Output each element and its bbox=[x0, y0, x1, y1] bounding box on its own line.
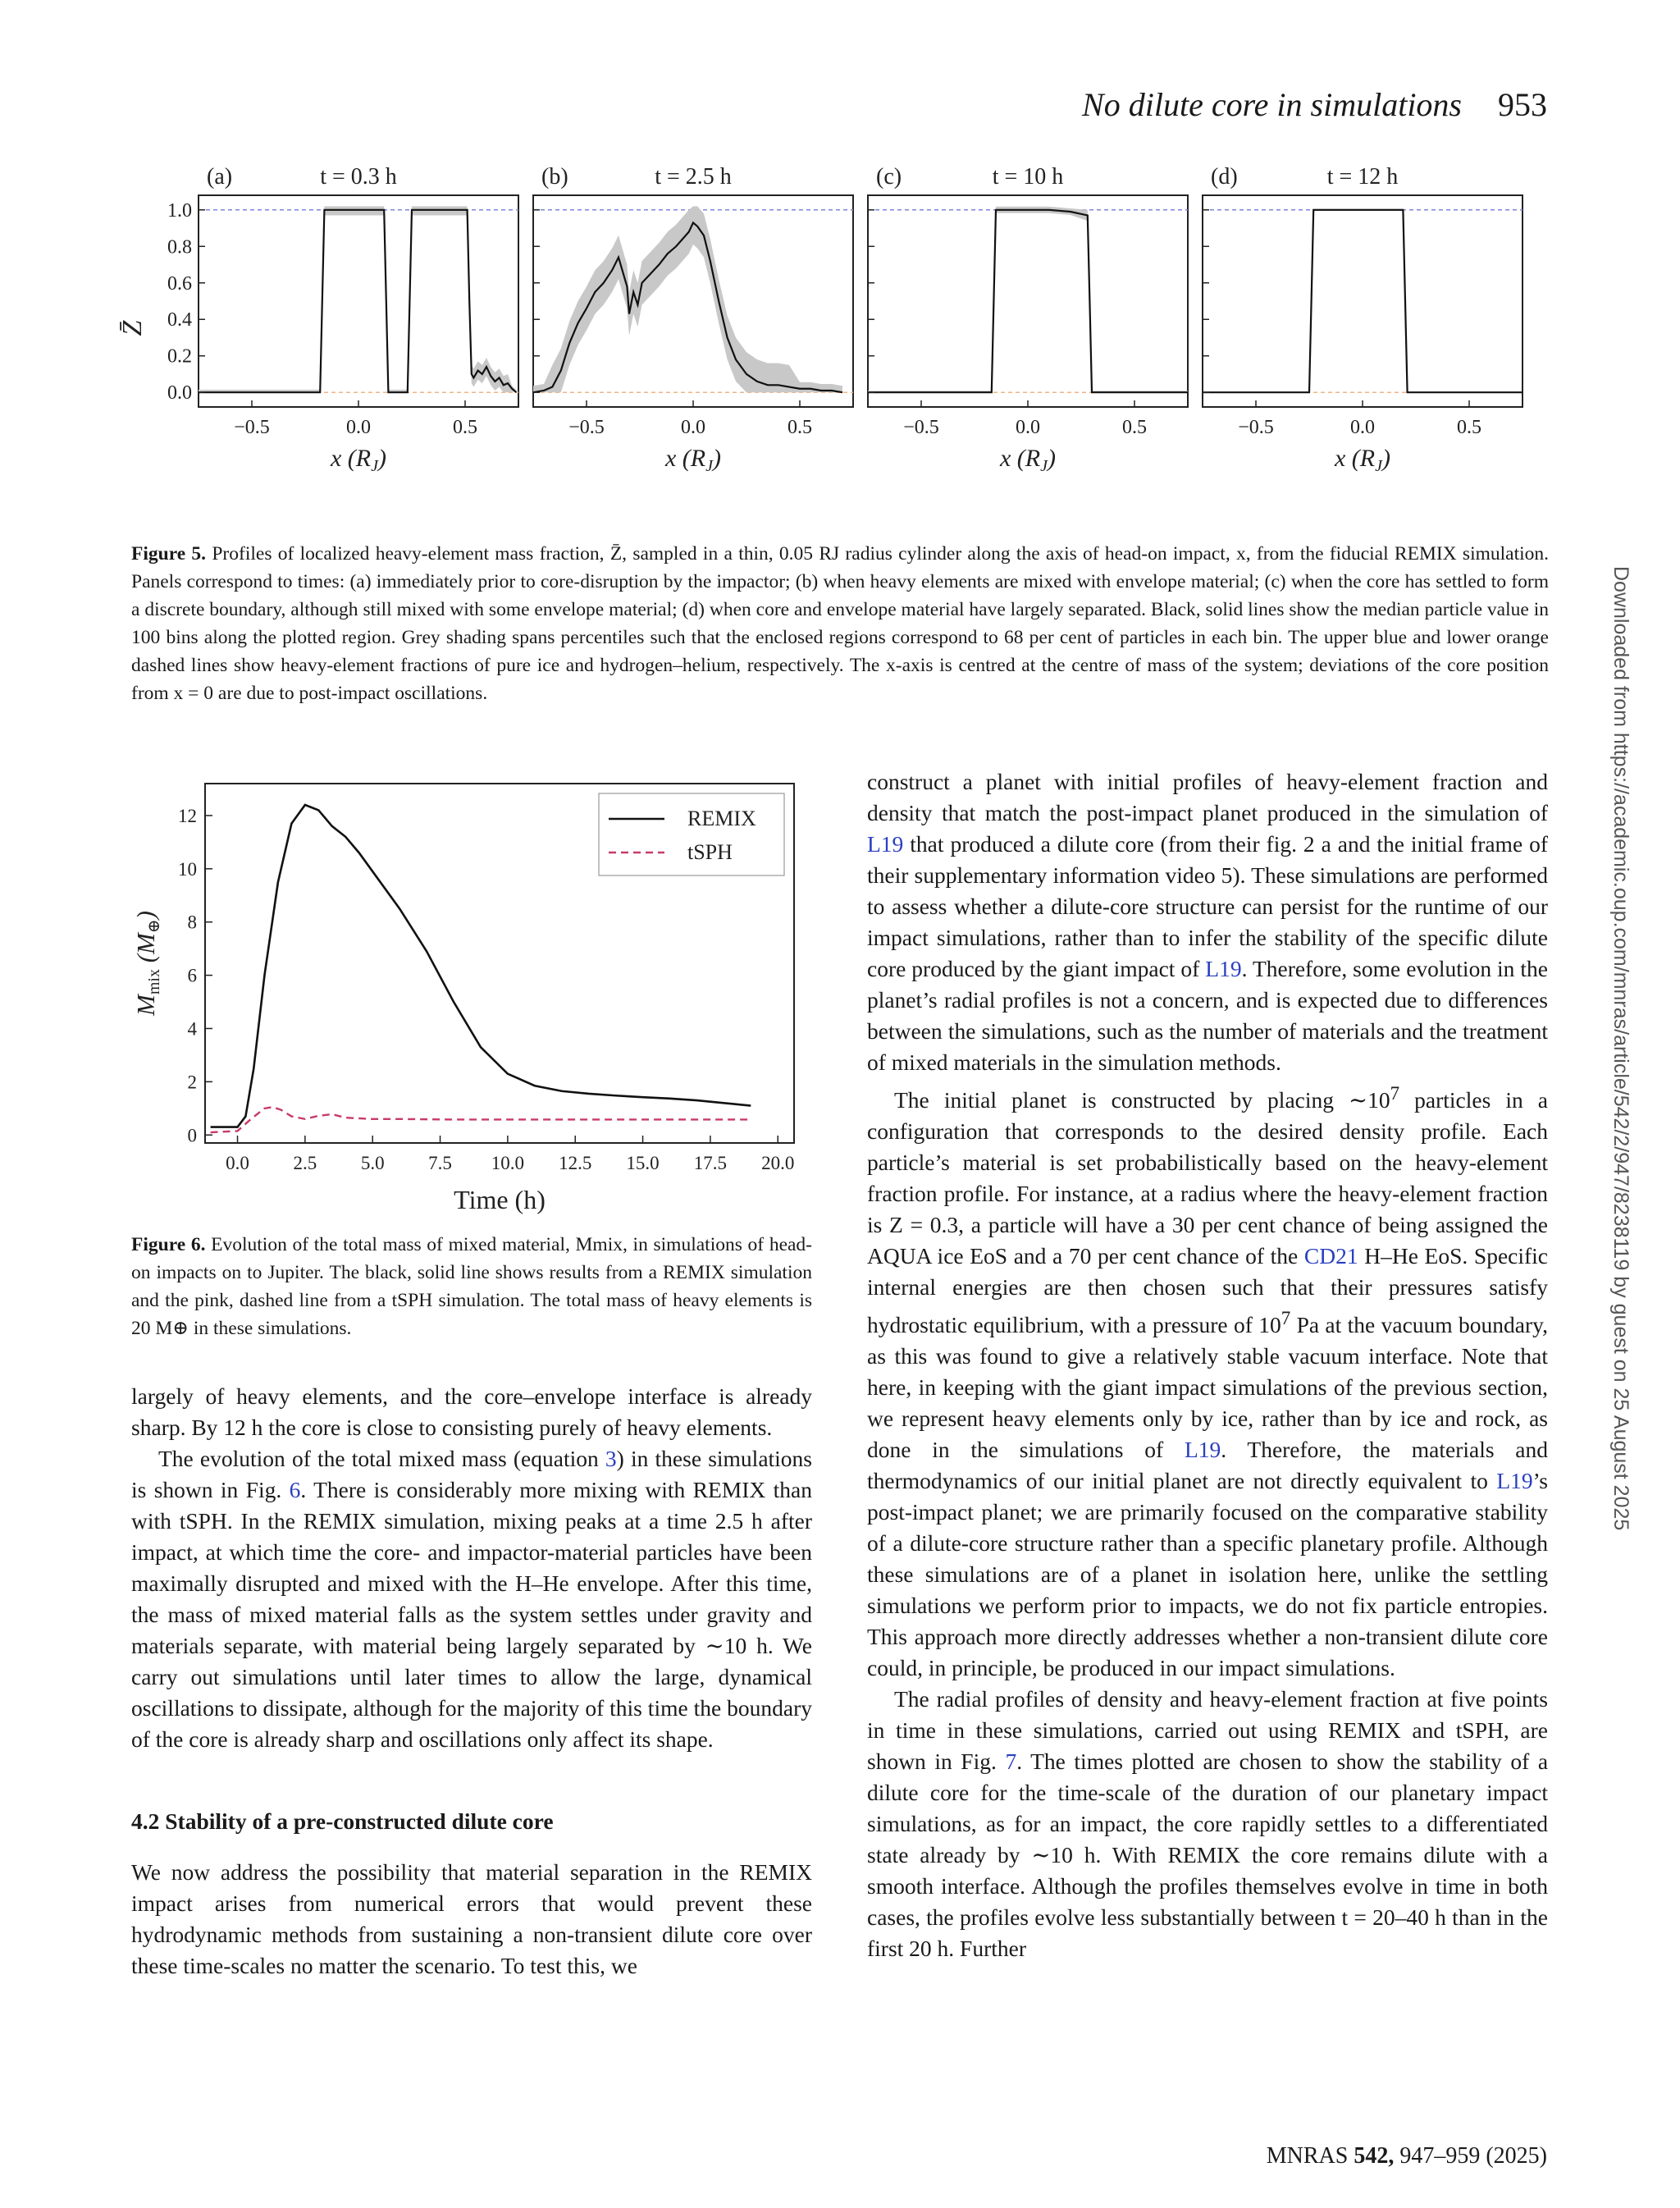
y-tick-label: 0.6 bbox=[167, 272, 192, 295]
x-tick-label: 5.0 bbox=[360, 1153, 385, 1173]
pages: 947–959 (2025) bbox=[1399, 2143, 1547, 2169]
x-tick-label: 0.5 bbox=[788, 417, 812, 438]
left-paragraph-1: largely of heavy elements, and the core–envelope interface is already sharp. By 12 h the core is close to consisting purely of heavy elements. bbox=[131, 1383, 812, 1440]
median-line bbox=[868, 210, 1188, 392]
percentile-band bbox=[868, 207, 1188, 392]
page-number: 953 bbox=[1498, 86, 1547, 123]
fig5-panel-0 bbox=[167, 164, 518, 475]
y-tick-label: 0 bbox=[187, 1125, 197, 1146]
figure-5-label: Figure 5. bbox=[131, 543, 207, 565]
x-tick-label: 7.5 bbox=[428, 1153, 452, 1173]
panel-time: t = 12 h bbox=[1326, 164, 1399, 190]
x-tick-label: 2.5 bbox=[293, 1153, 317, 1173]
download-notice[interactable]: Downloaded from https://academic.oup.com/mnras/article/542/2/947/8238119 by guest on 25 August 2025 bbox=[1609, 566, 1632, 1531]
panel-frame bbox=[868, 195, 1188, 407]
panel-time: t = 10 h bbox=[992, 164, 1064, 190]
right-paragraph-1: construct a planet with initial profiles of heavy-element fraction and density that match the post-impact planet produced in the simulation of L19 that produced a dilute core (from their fig. 2 a and the initial frame of their supplementary information video 5). These simulations are performed to assess whether a dilute-core structure can persist for the runtime of our impact simulations, rather than to infer the stability of the specific dilute core produced by the giant impact of L19. Therefore, some evolution in the planet’s radial profiles is not a concern, and is expected due to differences between the simulations, such as the number of materials and the treatment of mixed materials in the simulation methods. bbox=[867, 769, 1549, 1075]
median-line bbox=[199, 210, 516, 392]
x-tick-label: 0.0 bbox=[1350, 417, 1375, 438]
panel-time: t = 0.3 h bbox=[320, 164, 397, 190]
x-tick-label: 12.5 bbox=[559, 1153, 592, 1173]
x-tick-label: 0.0 bbox=[681, 417, 705, 438]
left-paragraph-2: The evolution of the total mixed mass (equation 3) in these simulations is shown in Fig. 6. There is considerably more mixing with REMIX than with tSPH. In the REMIX simulation, mixing peaks at a time 2.5 h after impact, at which time the core- and impactor-material particles have been maximally disrupted and mixed with the H–He envelope. After this time, the mass of mixed material falls as the system settles under gravity and materials separate, with material being largely separated by ∼10 h. We carry out simulations until later times to allow the large, dynamical oscillations to dissipate, although for the majority of this time the boundary of the core is already sharp and oscillations only affect its shape. bbox=[131, 1446, 813, 1752]
x-axis-label: x $(R_J)$ bbox=[999, 445, 1057, 475]
volume: 542, bbox=[1354, 2143, 1395, 2169]
x-tick-label: −0.5 bbox=[903, 417, 939, 438]
cd21-link[interactable]: CD21 bbox=[1303, 1243, 1358, 1269]
l19-link[interactable]: L19 bbox=[867, 831, 904, 857]
x-tick-label: 10.0 bbox=[491, 1153, 525, 1173]
tsph-line bbox=[211, 1107, 751, 1132]
legend bbox=[599, 793, 784, 875]
x-axis-label: x $(R_J)$ bbox=[664, 445, 722, 475]
x-tick-label: 0.5 bbox=[1457, 417, 1481, 438]
panel-time: t = 2.5 h bbox=[655, 164, 732, 190]
x-tick-label: 0.0 bbox=[346, 417, 371, 438]
panel-frame bbox=[1203, 195, 1522, 407]
legend-remix-label: REMIX bbox=[687, 807, 756, 830]
panel-tag: (a) bbox=[207, 164, 233, 190]
x-axis-label: x $(R_J)$ bbox=[330, 445, 387, 475]
x-axis-label: Time (h) bbox=[454, 1185, 546, 1214]
figure-5 bbox=[117, 148, 1550, 517]
section-heading: 4.2 Stability of a pre-constructed dilute core bbox=[131, 1808, 554, 1834]
x-tick-label: −0.5 bbox=[234, 417, 270, 438]
x-tick-label: 15.0 bbox=[626, 1153, 660, 1173]
figure-5-caption-text: Profiles of localized heavy-element mass fraction, Z̄, sampled in a thin, 0.05 RJ radius cylinder along the axis of head-on impact, x, from the fiducial REMIX simulation. Panels correspond to times: (a) immediately prior to core-disruption by the impactor; (b) when heavy elements are mixed with envelope material; (c) when the core has settled to form a discrete boundary, although still mixed with some envelope material; (d) when core and envelope material have largely separated. Black, solid lines show the median particle value in 100 bins along the plotted region. Grey shading spans percentiles such that the enclosed regions correspond to 68 per cent of particles in each bin. The upper blue and lower orange dashed lines show heavy-element fractions of pure ice and hydrogen–helium, respectively. The x-axis is centred at the centre of mass of the system; deviations of the core position from x = 0 are due to post-impact oscillations. bbox=[131, 543, 1550, 704]
figure-6-caption bbox=[131, 1231, 812, 1342]
y-tick-label: 2 bbox=[187, 1072, 197, 1093]
legend-tsph-label: tSPH bbox=[687, 840, 733, 864]
x-tick-label: 17.5 bbox=[693, 1153, 728, 1173]
panel-tag: (c) bbox=[876, 164, 902, 190]
y-tick-label: 0.0 bbox=[167, 382, 192, 405]
right-paragraph-2: The initial planet is constructed by placing $\sim 10^7$ particles in a configuration that corresponds to the desired density profile. Each particle’s material is set probabilistically based on the heavy-element fraction profile. For instance, at a radius where the heavy-element fraction is Z = 0.3, a particle will have a 30 per cent chance of being assigned the AQUA ice EoS and a 70 per cent chance of the CD21 H–He EoS. Specific internal energies are then chosen such that their pressures satisfy hydrostatic equilibrium, with a pressure of $10^7$ Pa at the vacuum boundary, as this was found to give a relatively stable vacuum interface. Note that here, in keeping with the giant impact simulations of the previous section, we represent heavy elements only by ice, rather than by ice and rock, as done in the simulations of L19. Therefore, the materials and thermodynamics of our initial planet are not directly equivalent to L19’s post-impact planet; we are primarily focused on the comparative stability of a dilute-core structure rather than a specific planetary profile. Although these simulations are of a planet in isolation here, unlike the settling simulations we perform prior to impacts, we do not fix particle entropies. This approach more directly addresses whether a non-transient dilute core could, in principle, be produced in our impact simulations. bbox=[867, 1083, 1549, 1681]
figure-7-link[interactable]: 7 bbox=[1005, 1749, 1017, 1775]
l19-link[interactable]: L19 bbox=[1496, 1468, 1533, 1494]
percentile-band bbox=[1203, 208, 1522, 392]
x-tick-label: −0.5 bbox=[1238, 417, 1274, 438]
y-tick-label: 8 bbox=[187, 912, 197, 933]
y-tick-label: 4 bbox=[187, 1018, 197, 1040]
x-tick-label: 0.5 bbox=[1122, 417, 1147, 438]
x-tick-label: 0.5 bbox=[453, 417, 477, 438]
page-header bbox=[1082, 85, 1547, 124]
fig5-panel-1 bbox=[533, 164, 853, 475]
fig5-panel-3 bbox=[1203, 164, 1522, 475]
y-tick-label: 0.4 bbox=[167, 309, 192, 331]
y-tick-label: 6 bbox=[187, 965, 197, 986]
y-axis-label: Mmix (M⊕) bbox=[131, 911, 163, 1016]
x-tick-label: 0.0 bbox=[226, 1153, 249, 1173]
journal-name: MNRAS bbox=[1266, 2143, 1349, 2169]
fig5-panel-2 bbox=[868, 164, 1188, 475]
figure-6-caption-text: Evolution of the total mass of mixed material, Mmix, in simulations of head-on impacts on to Jupiter. The black, solid line shows results from a REMIX simulation and the pink, dashed line from a tSPH simulation. The total mass of heavy elements is 20 M⊕ in these simulations. bbox=[131, 1234, 813, 1339]
median-line bbox=[1203, 210, 1522, 392]
right-column bbox=[867, 766, 1548, 1964]
panel-frame bbox=[199, 195, 518, 407]
x-axis-label: x $(R_J)$ bbox=[1334, 445, 1391, 475]
right-paragraph-3: The radial profiles of density and heavy-element fraction at five points in time in these simulations, carried out using REMIX and tSPH, are shown in Fig. 7. The times plotted are chosen to show the stability of a dilute core for the time-scale of the duration of our planetary impact simulations, as for an impact, the core rapidly settles to a differentiated state already by ∼10 h. With REMIX the core remains dilute with a smooth interface. Although the profiles themselves evolve in time in both cases, the profiles evolve less substantially between t = 20–40 h than in the first 20 h. Further bbox=[867, 1686, 1549, 1962]
y-tick-label: 0.8 bbox=[167, 236, 192, 258]
panel-tag: (d) bbox=[1211, 164, 1238, 190]
y-tick-label: 1.0 bbox=[167, 199, 192, 222]
figure-5-caption bbox=[131, 540, 1549, 707]
fig5-ylabel: Z̄ bbox=[117, 320, 148, 336]
page-footer bbox=[1267, 2143, 1547, 2169]
x-tick-label: 0.0 bbox=[1016, 417, 1040, 438]
left-column bbox=[131, 1381, 812, 1982]
y-tick-label: 10 bbox=[178, 858, 197, 880]
l19-link[interactable]: L19 bbox=[1184, 1437, 1221, 1463]
y-tick-label: 12 bbox=[178, 805, 197, 826]
x-tick-label: 20.0 bbox=[761, 1153, 795, 1173]
equation-link[interactable]: 3 bbox=[605, 1446, 617, 1471]
figure-6-link[interactable]: 6 bbox=[289, 1477, 301, 1502]
running-title: No dilute core in simulations bbox=[1082, 86, 1462, 123]
left-paragraph-3: We now address the possibility that material separation in the REMIX impact arises from numerical errors that would prevent these hydrodynamic methods from sustaining a non-transient dilute core over these time-scales no matter the scenario. To test this, we bbox=[131, 1859, 812, 1978]
x-tick-label: −0.5 bbox=[568, 417, 605, 438]
panel-tag: (b) bbox=[541, 164, 568, 190]
y-tick-label: 0.2 bbox=[167, 345, 192, 368]
figure-6 bbox=[131, 767, 820, 1214]
figure-6-label: Figure 6. bbox=[131, 1234, 206, 1255]
l19-link[interactable]: L19 bbox=[1205, 956, 1242, 981]
